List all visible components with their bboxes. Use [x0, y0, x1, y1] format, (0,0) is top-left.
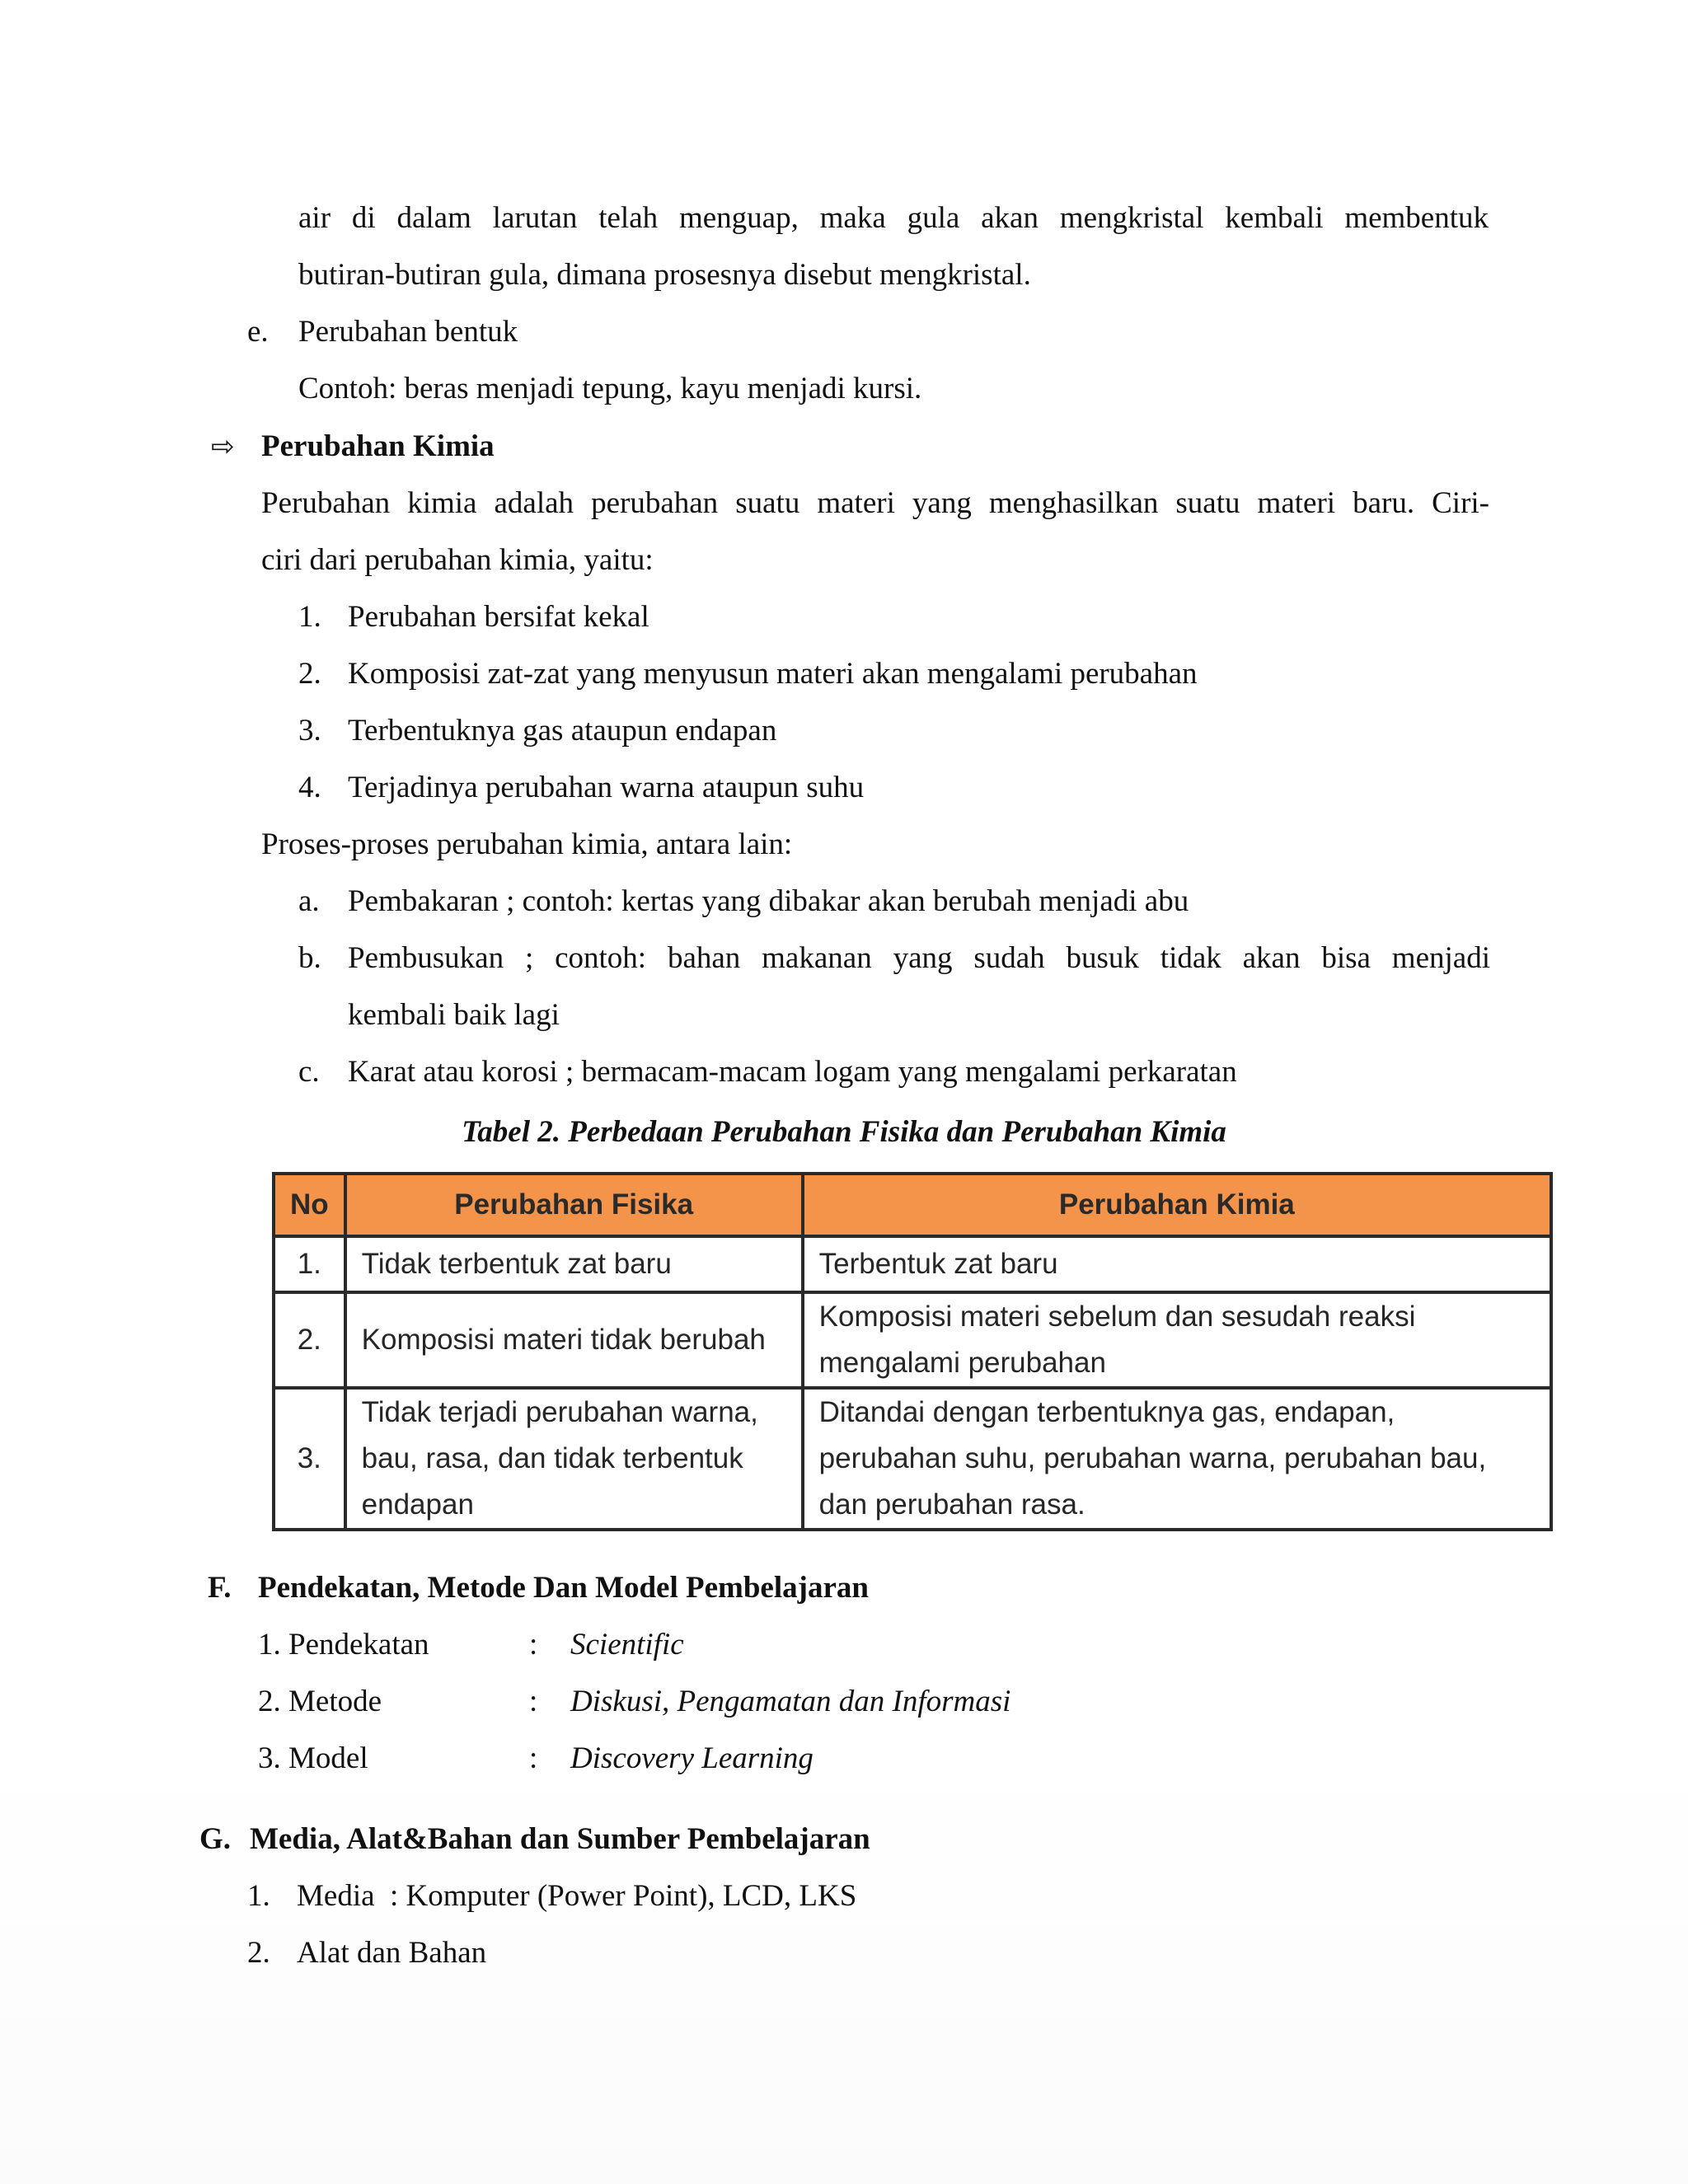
characteristic-item: Terjadinya perubahan warna ataupun suhu [348, 771, 865, 804]
media-marker: 1. [247, 1879, 270, 1913]
cell-kimia: Komposisi materi sebelum dan sesudah reaksi mengalami perubahan [803, 1292, 1551, 1388]
table-row [274, 1292, 1551, 1388]
kimia-definition-line-2: ciri dari perubahan kimia, yaitu: [261, 543, 654, 577]
process-item-continuation: kembali baik lagi [348, 998, 560, 1032]
section-g-heading: Media, Alat&Bahan dan Sumber Pembelajaran [250, 1822, 870, 1856]
table-caption: Tabel 2. Perbedaan Perubahan Fisika dan Perubahan Kimia [462, 1115, 1226, 1149]
characteristic-marker: 1. [298, 600, 321, 634]
characteristic-item: Perubahan bersifat kekal [348, 600, 649, 634]
section-f-heading: Pendekatan, Metode Dan Model Pembelajaran [258, 1571, 869, 1605]
kimia-definition-line-1: Perubahan kimia adalah perubahan suatu materi yang menghasilkan suatu materi baru. Ciri- [261, 486, 1489, 520]
characteristic-marker: 3. [298, 714, 321, 748]
table-row [274, 1388, 1551, 1530]
process-intro: Proses-proses perubahan kimia, antara lain: [261, 827, 793, 861]
comparison-table [272, 1172, 1553, 1531]
cell-fisika: Tidak terjadi perubahan warna, bau, rasa, dan tidak terbentuk endapan [345, 1388, 803, 1530]
characteristic-marker: 4. [298, 771, 321, 804]
tools-marker: 2. [247, 1936, 270, 1970]
method-colon: : [529, 1685, 538, 1718]
characteristic-marker: 2. [298, 657, 321, 691]
item-e-marker: e. [247, 315, 269, 349]
table-header-row [274, 1174, 1551, 1236]
cell-kimia: Terbentuk zat baru [803, 1236, 1551, 1292]
approach-colon: : [529, 1628, 538, 1661]
cell-no: 1. [274, 1236, 345, 1292]
arrow-right-icon: ⇨ [211, 430, 235, 463]
model-colon: : [529, 1741, 538, 1775]
column-header-kimia: Perubahan Kimia [803, 1174, 1551, 1236]
model-value: Discovery Learning [570, 1741, 814, 1775]
item-e-title: Perubahan bentuk [298, 315, 518, 349]
cell-no: 3. [274, 1388, 345, 1530]
process-item: Pembusukan ; contoh: bahan makanan yang sudah busuk tidak akan bisa menjadi [348, 941, 1490, 975]
process-item: Pembakaran ; contoh: kertas yang dibakar akan berubah menjadi abu [348, 884, 1189, 918]
item-e-example: Contoh: beras menjadi tepung, kayu menjadi kursi. [298, 372, 922, 405]
table-row [274, 1236, 1551, 1292]
process-marker: b. [298, 941, 321, 975]
approach-value: Scientific [570, 1628, 684, 1661]
characteristic-item: Komposisi zat-zat yang menyusun materi akan mengalami perubahan [348, 657, 1198, 691]
kimia-heading: Perubahan Kimia [261, 429, 495, 463]
tools-item: Alat dan Bahan [297, 1936, 487, 1970]
section-f-marker: F. [208, 1571, 232, 1605]
column-header-fisika: Perubahan Fisika [345, 1174, 803, 1236]
method-value: Diskusi, Pengamatan dan Informasi [570, 1685, 1011, 1718]
process-marker: a. [298, 884, 320, 918]
intro-line-2: butiran-butiran gula, dimana prosesnya disebut mengkristal. [298, 258, 1031, 292]
column-header-no: No [274, 1174, 345, 1236]
media-item: Media : Komputer (Power Point), LCD, LKS [297, 1879, 857, 1913]
cell-fisika: Komposisi materi tidak berubah [345, 1292, 803, 1388]
cell-fisika: Tidak terbentuk zat baru [345, 1236, 803, 1292]
process-marker: c. [298, 1055, 320, 1089]
cell-no: 2. [274, 1292, 345, 1388]
section-g-marker: G. [199, 1822, 232, 1856]
intro-line-1: air di dalam larutan telah menguap, maka gula akan mengkristal kembali membentuk [298, 201, 1489, 235]
cell-kimia: Ditandai dengan terbentuknya gas, endapan, perubahan suhu, perubahan warna, perubahan bau, dan perubahan rasa. [803, 1388, 1551, 1530]
model-label: 3. Model [258, 1741, 368, 1775]
method-label: 2. Metode [258, 1685, 382, 1718]
process-item: Karat atau korosi ; bermacam-macam logam yang mengalami perkaratan [348, 1055, 1237, 1089]
characteristic-item: Terbentuknya gas ataupun endapan [348, 714, 777, 748]
approach-label: 1. Pendekatan [258, 1628, 429, 1661]
